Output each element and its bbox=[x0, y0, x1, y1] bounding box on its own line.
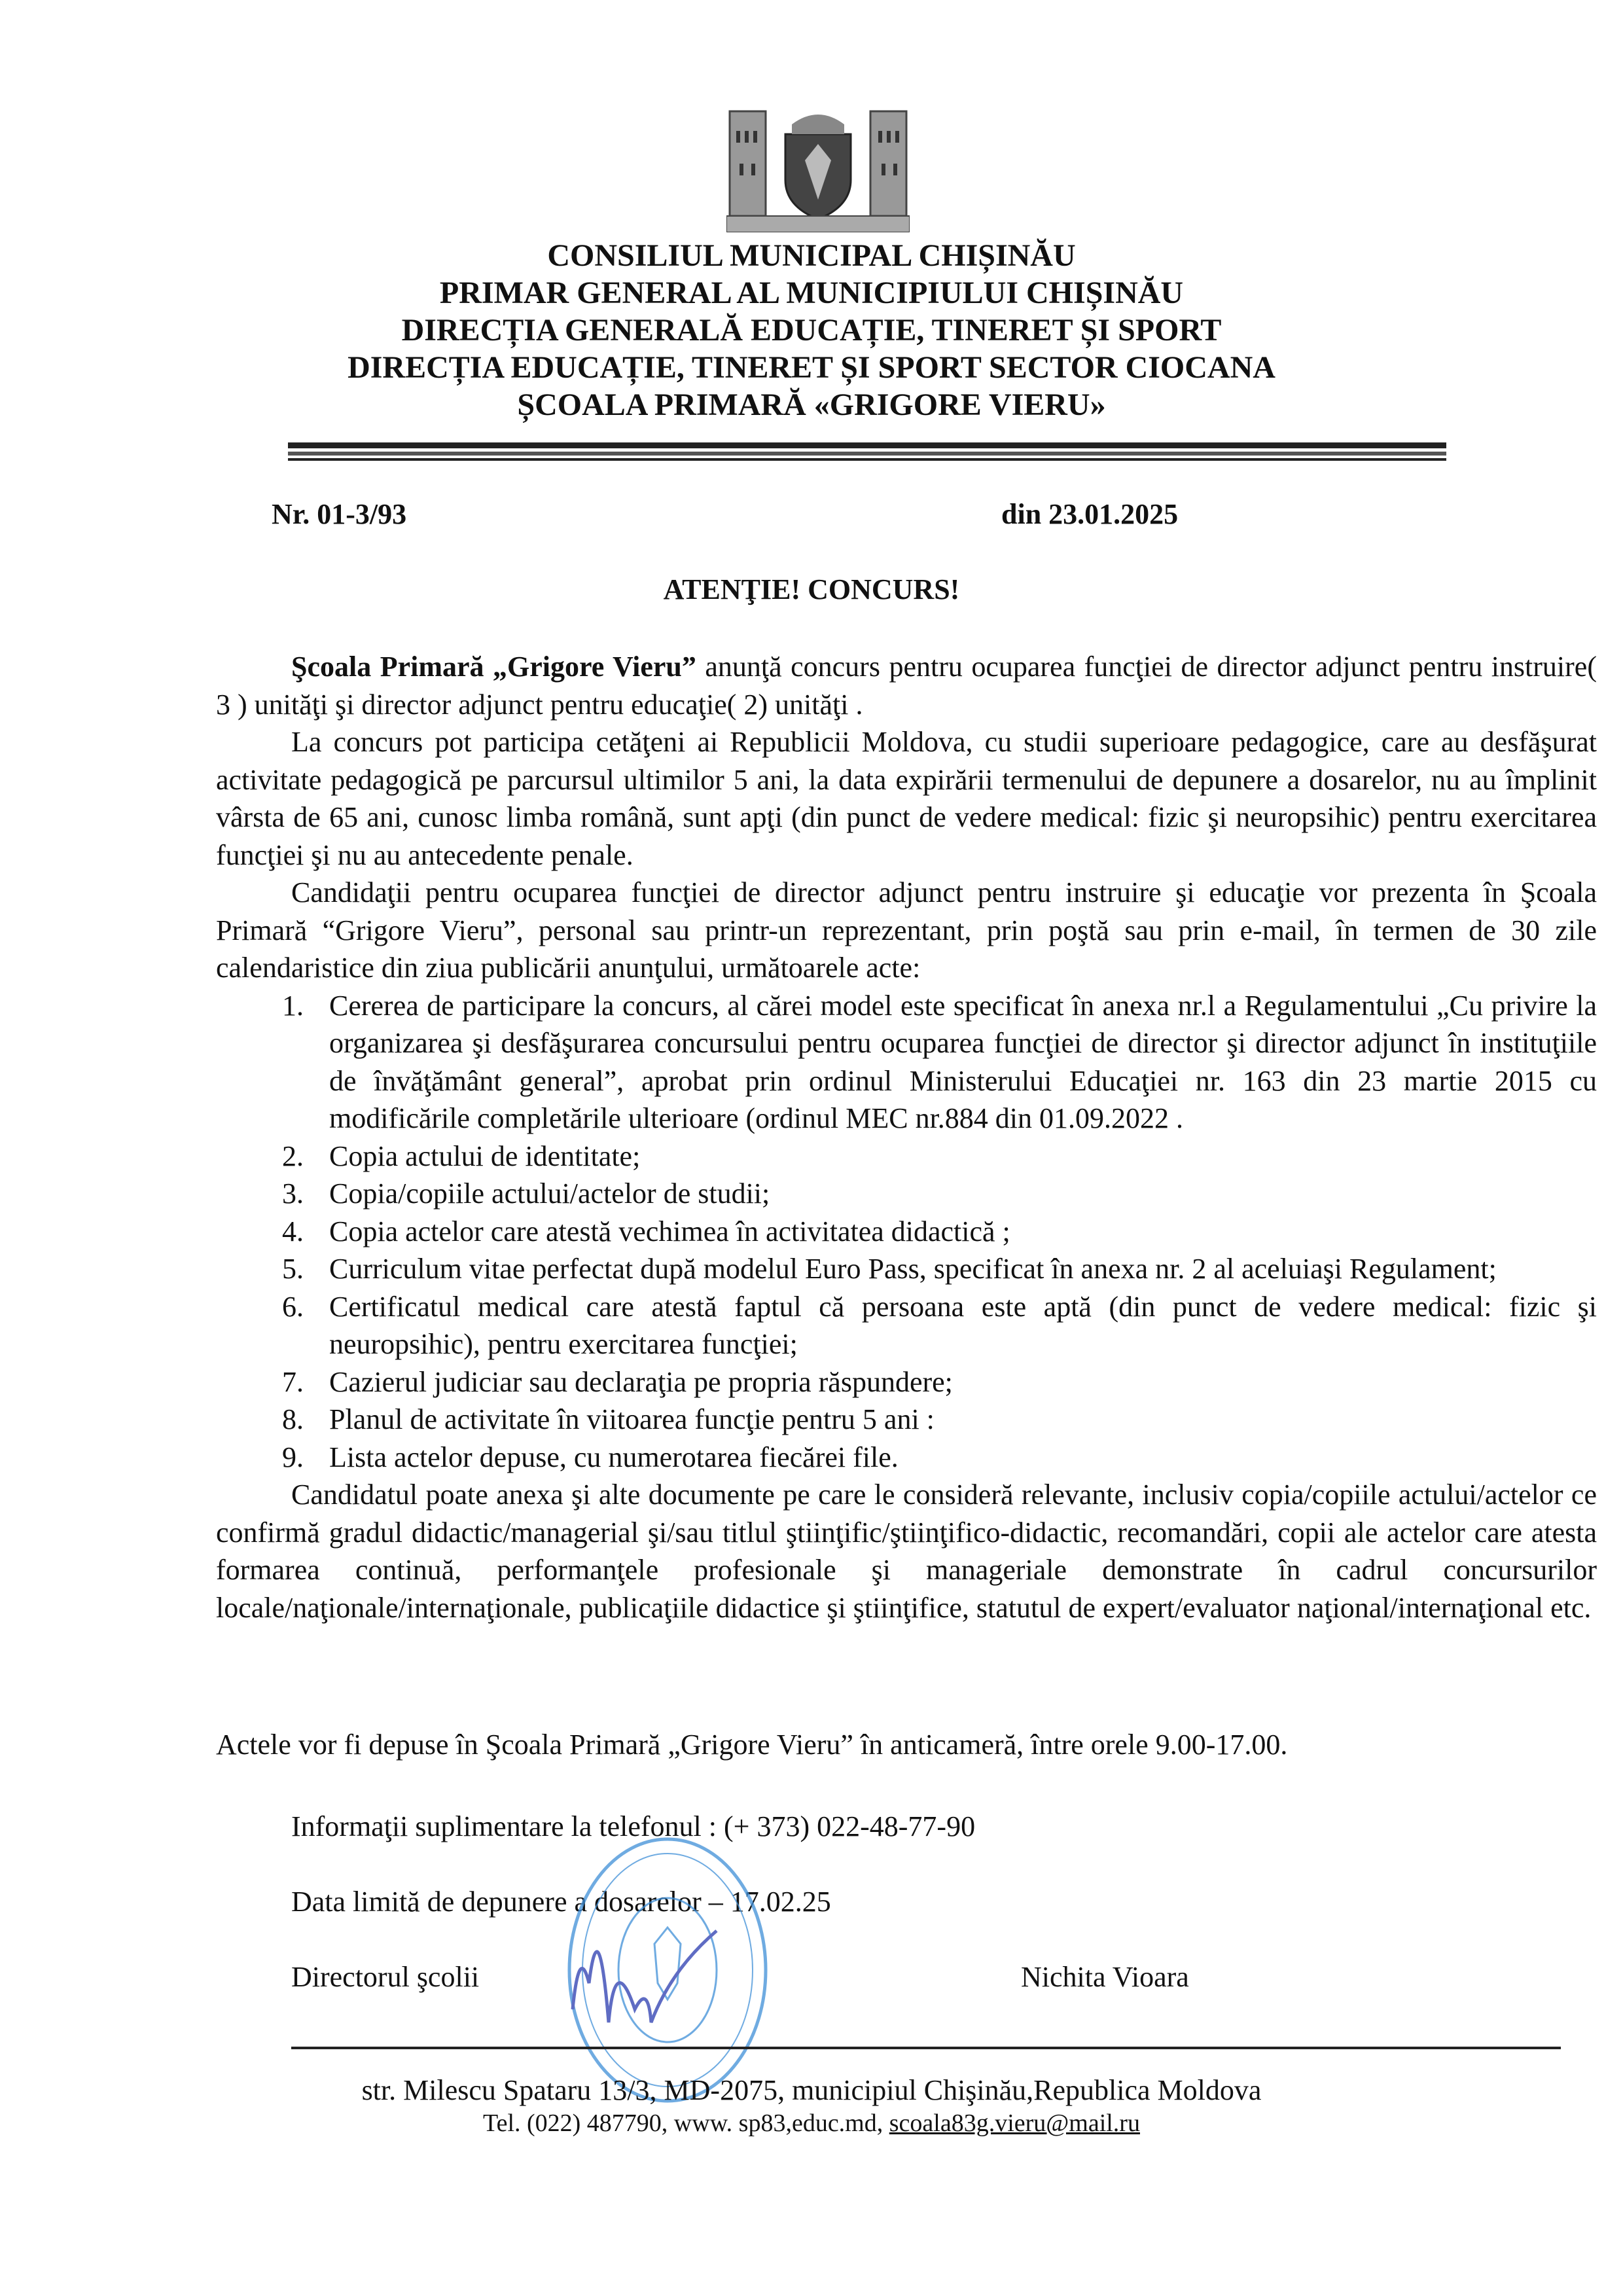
document-number: Nr. 01-3/93 bbox=[272, 498, 407, 530]
paragraph-optional-documents: Candidatul poate anexa şi alte documente pe care le consideră relevante, inclusiv copia/copiile actului/actelor ce confirmă gradul didactic/managerial şi/sau titlul ştiinţific/ştiinţifico-didactic, recomandări, copii ale actelor care atesta formarea continuă, performanţele profesionale şi manageriale demonstrate în cadrul concursurilor locale/naţionale/internaţionale, publicaţiile didactice şi ştiinţifice, statutul de expert/evaluator naţional/internaţional etc. bbox=[216, 1479, 1597, 1624]
header-line-school: ȘCOALA PRIMARĂ «GRIGORE VIERU» bbox=[517, 387, 1106, 422]
list-item: 3. Copia/copiile actului/actelor de studii; bbox=[311, 1175, 1597, 1213]
director-name: Nichita Vioara bbox=[1021, 1961, 1189, 1993]
submission-info: Actele vor fi depuse în Şcoala Primară „Grigore Vieru” în anticameră, între orele 9.00-17.00. bbox=[216, 1729, 1288, 1761]
announcement-text: anunţă concurs pentru ocuparea funcţiei de director adjunct pentru instruire( 3 ) unităţi şi director adjunct pentru educaţie( 2) unităţi . bbox=[216, 651, 1597, 721]
list-item: 5. Curriculum vitae perfectat după modelul Euro Pass, specificat în anexa nr. 2 al aceluiaşi Regulament; bbox=[311, 1250, 1597, 1288]
list-item: 7. Cazierul judiciar sau declaraţia pe propria răspundere; bbox=[311, 1363, 1597, 1401]
header-divider bbox=[288, 452, 1446, 456]
header-line-mayor: PRIMAR GENERAL AL MUNICIPIULUI CHIȘINĂU bbox=[439, 276, 1184, 310]
deadline: Data limită de depunere a dosarelor – 17.02.25 bbox=[291, 1886, 831, 1918]
phone-website: Tel. (022) 487790, www. sp83,educ.md, bbox=[483, 2109, 889, 2137]
header-divider bbox=[288, 442, 1446, 448]
municipal-coat-of-arms-logo bbox=[726, 105, 910, 232]
contact-line bbox=[0, 2109, 1623, 2138]
official-stamp-with-signature bbox=[563, 1833, 772, 2108]
header-line-council: CONSILIUL MUNICIPAL CHIȘINĂU bbox=[547, 238, 1076, 273]
required-documents-list bbox=[216, 987, 1597, 1477]
email-link[interactable]: scoala83g.vieru@mail.ru bbox=[889, 2109, 1140, 2137]
list-item: 8. Planul de activitate în viitoarea funcţie pentru 5 ani : bbox=[311, 1401, 1597, 1439]
list-item: 2. Copia actului de identitate; bbox=[311, 1138, 1597, 1175]
paragraph-requirements: Candidaţii pentru ocuparea funcţiei de director adjunct pentru instruire şi educaţie vor prezenta în Şcoala Primară “Grigore Vieru”, personal sau printr-un reprezentant, prin poştă sau prin e-mail, în termen de 30 zile calendaristice din ziua publicării anunţului, următoarele acte: bbox=[216, 876, 1597, 984]
paragraph-announcement bbox=[216, 648, 1597, 723]
director-label: Directorul şcolii bbox=[291, 1961, 480, 1993]
list-item: 6. Certificatul medical care atestă faptul că persoana este aptă (din punct de vedere medical: fizic şi neuropsihic), pentru exercitarea funcţiei; bbox=[311, 1288, 1597, 1363]
header-line-general-directorate: DIRECȚIA GENERALĂ EDUCAȚIE, TINERET ȘI SPORT bbox=[401, 313, 1222, 348]
document-date: din 23.01.2025 bbox=[1001, 498, 1179, 530]
list-item: 9. Lista actelor depuse, cu numerotarea fiecărei file. bbox=[311, 1439, 1597, 1477]
list-item: 1. Cererea de participare la concurs, al cărei model este specificat în anexa nr.l a Regulamentului „Cu privire la organizarea şi desfăşurarea concursului pentru ocuparea funcţiei de director şi director adjunct în instituţiile de învăţământ general”, aprobat prin ordinul Ministerului Educaţiei nr. 163 din 23 martie 2015 cu modificările completările ulterioare (ordinul MEC nr.884 din 01.09.2022 . bbox=[311, 987, 1597, 1138]
school-address: str. Milescu Spataru 13/3, MD-2075, municipiul Chişinău,Republica Moldova bbox=[361, 2074, 1262, 2106]
document-title: ATENŢIE! CONCURS! bbox=[663, 573, 960, 605]
header-line-sector-directorate: DIRECȚIA EDUCAȚIE, TINERET ȘI SPORT SECTOR CIOCANA bbox=[348, 350, 1275, 385]
paragraph-eligibility: La concurs pot participa cetăţeni ai Republicii Moldova, cu studii superioare pedagogice, care au desfăşurat activitate pedagogică pe parcursul ultimilor 5 ani, la data expirării termenului de depunere a dosarelor, nu au împlinit vârsta de 65 ani, cunosc limba română, sunt apţi (din punct de vedere medical: fizic şi neuropsihic) pentru exercitarea funcţiei şi nu au antecedente penale. bbox=[216, 726, 1597, 871]
header-divider bbox=[288, 458, 1446, 461]
list-item: 4. Copia actelor care atestă vechimea în activitatea didactică ; bbox=[311, 1213, 1597, 1251]
document-body bbox=[216, 648, 1597, 1626]
footer-divider bbox=[291, 2047, 1561, 2049]
phone-info: Informaţii suplimentare la telefonul : (+ 373) 022-48-77-90 bbox=[291, 1810, 976, 1842]
school-name: Şcoala Primară „Grigore Vieru” bbox=[291, 651, 696, 683]
